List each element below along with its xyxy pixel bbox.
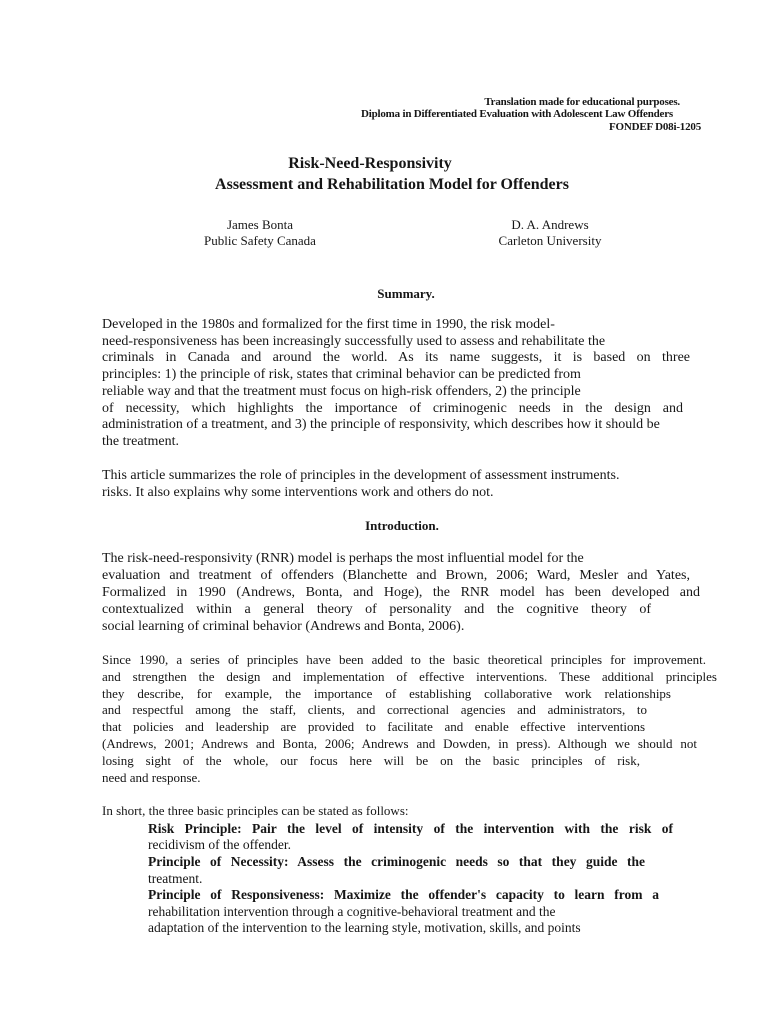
responsiveness-principle-continuation: rehabilitation intervention through a cognitive-behavioral treatment and the (148, 904, 556, 919)
section-heading-summary: Summary. (377, 286, 435, 301)
summary-paragraph-line: reliable way and that the treatment must focus on high-risk offenders, 2) the principle (102, 384, 581, 399)
necessity-principle-statement: Principle of Necessity: Assess the criminogenic needs so that they guide the (148, 854, 645, 869)
introduction-paragraph-line: Formalized in 1990 (Andrews, Bonta, and Hoge), the RNR model has been developed and (102, 585, 700, 600)
section-heading-introduction: Introduction. (365, 518, 439, 533)
responsiveness-principle-continuation: adaptation of the intervention to the learning style, motivation, skills, and points (148, 920, 581, 935)
risk-principle-continuation: recidivism of the offender. (148, 837, 291, 852)
summary-paragraph-line: need-responsiveness has been increasingly successfully used to assess and rehabilitate the (102, 334, 606, 349)
author-affiliation: Public Safety Canada (204, 233, 316, 248)
responsiveness-principle-statement: Principle of Responsiveness: Maximize the offender's capacity to learn from a (148, 887, 659, 902)
document-subtitle: Assessment and Rehabilitation Model for Offenders (215, 176, 569, 193)
document-title: Risk-Need-Responsivity (288, 155, 452, 172)
summary-paragraph-line: Developed in the 1980s and formalized for the first time in 1990, the risk model- (102, 317, 555, 332)
summary-paragraph-line: principles: 1) the principle of risk, states that criminal behavior can be predicted from (102, 367, 581, 382)
author-name: D. A. Andrews (511, 217, 589, 232)
author-name: James Bonta (226, 217, 294, 232)
summary-paragraph-line: administration of a treatment, and 3) the principle of responsivity, which describes how it should be (102, 417, 660, 432)
introduction-paragraph-line: that policies and leadership are provided to facilitate and enable effective interventions (102, 719, 645, 734)
principles-intro-line: In short, the three basic principles can be stated as follows: (102, 803, 409, 818)
necessity-principle-continuation: treatment. (148, 871, 203, 886)
summary-paragraph-line: This article summarizes the role of principles in the development of assessment instruments. (102, 468, 620, 483)
author-affiliation: Carleton University (498, 233, 602, 248)
introduction-paragraph-line: and respectful among the staff, clients, and correctional agencies and administrators, to (102, 702, 647, 717)
header-note-line: Diploma in Differentiated Evaluation with Adolescent Law Offenders (360, 108, 673, 120)
introduction-paragraph-line: losing sight of the whole, our focus here will be on the basic principles of risk, (102, 753, 640, 768)
introduction-paragraph-line: evaluation and treatment of offenders (Blanchette and Brown, 2006; Ward, Mesler and Yates, (102, 568, 690, 583)
header-note-line: Translation made for educational purposes. (484, 96, 680, 108)
summary-paragraph-line: the treatment. (102, 434, 179, 449)
introduction-paragraph-line: (Andrews, 2001; Andrews and Bonta, 2006; Andrews and Dowden, in press). Although we should not (102, 736, 697, 751)
introduction-paragraph-line: Since 1990, a series of principles have been added to the basic theoretical principles for improvement. (102, 652, 706, 667)
introduction-paragraph-line: need and response. (102, 770, 201, 785)
summary-paragraph-line: of necessity, which highlights the importance of criminogenic needs in the design and (102, 401, 683, 416)
summary-paragraph-line: risks. It also explains why some interventions work and others do not. (102, 485, 494, 500)
risk-principle-statement: Risk Principle: Pair the level of intensity of the intervention with the risk of (148, 821, 673, 836)
introduction-paragraph-line: they describe, for example, the importance of establishing collaborative work relationships (102, 686, 671, 701)
introduction-paragraph-line: social learning of criminal behavior (Andrews and Bonta, 2006). (102, 619, 465, 634)
header-note-code: FONDEF D08i-1205 (608, 121, 701, 133)
introduction-paragraph-line: The risk-need-responsivity (RNR) model is perhaps the most influential model for the (102, 551, 584, 566)
introduction-paragraph-line: contextualized within a general theory of personality and the cognitive theory of (102, 602, 651, 617)
introduction-paragraph-line: and strengthen the design and implementation of effective interventions. These additional principles (102, 669, 717, 684)
summary-paragraph-line: criminals in Canada and around the world. As its name suggests, it is based on three (102, 350, 690, 365)
